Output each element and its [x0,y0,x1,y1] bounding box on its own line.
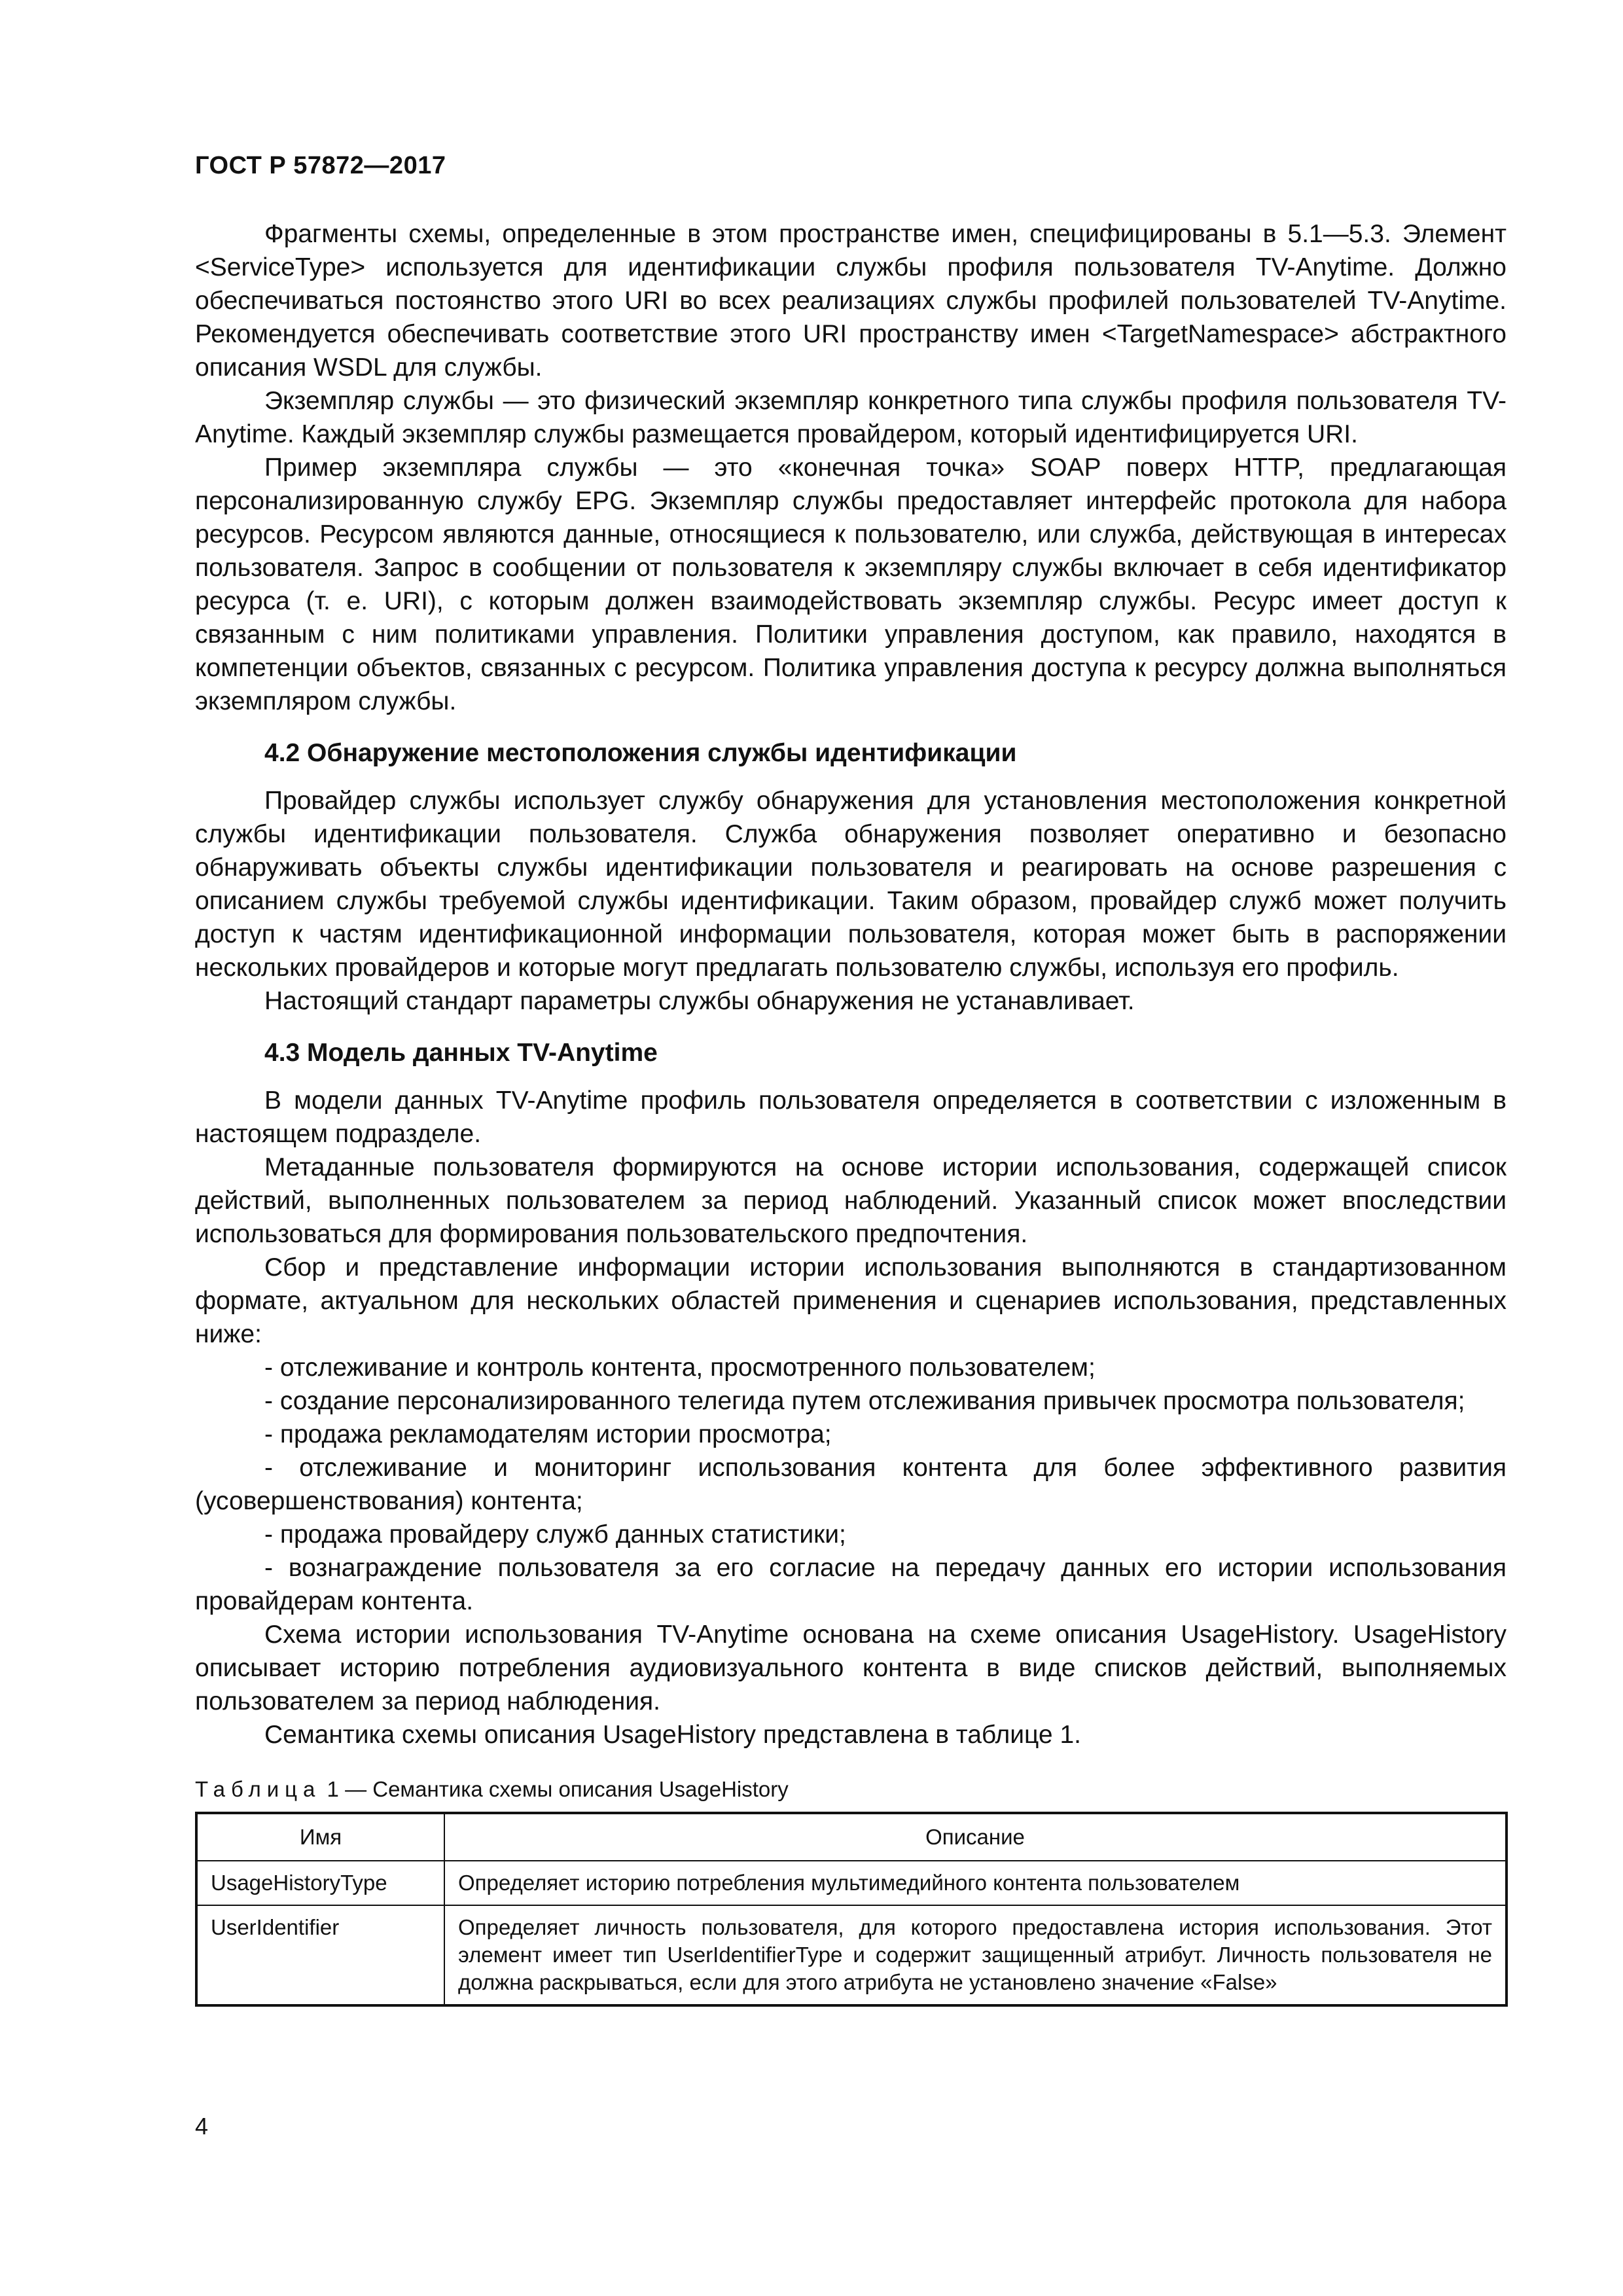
table-cell-name: UserIdentifier [196,1905,444,2005]
column-header-description: Описание [444,1813,1507,1861]
table-caption-label: Таблица [195,1777,321,1801]
section-4-3-paragraph-2: Метаданные пользователя формируются на основе истории использования, содержащей список действий, выполненных пользователем за период наблюдений. Указанный список может впоследствии использоваться для формирования пользовательского предпочтения. [195,1153,1507,1248]
section-4-3-paragraph-3: Сбор и представление информации истории использования выполняются в стандартизованном формате, актуальном для нескольких областей применения и сценариев использования, представленных ниже: [195,1253,1507,1348]
table-1-caption [195,1775,1507,1804]
section-4-3-paragraph-4: Схема истории использования TV-Anytime основана на схеме описания UsageHistory. UsageHistory описывает историю потребления аудиовизуального контента в виде списков действий, выполняемых пользователем за период наблюдения. [195,1621,1507,1715]
intro-paragraph-1: Фрагменты схемы, определенные в этом пространстве имен, специфицированы в 5.1—5.3. Элемент <ServiceType> используется для идентификации службы профиля пользователя TV-Anytime. Должно обеспечиваться постоянство этого URI во всех реализациях службы профилей пользователей TV-Anytime. Рекомендуется обеспечивать соответствие этого URI пространству имен <TargetNamespace> абстрактного описания WSDL для службы. [195,220,1507,382]
list-item: - отслеживание и мониторинг использования контента для более эффективного развития (усовершенствования) контента; [195,1454,1507,1515]
section-4-2-paragraph-2: Настоящий стандарт параметры службы обнаружения не устанавливает. [264,987,1135,1015]
page-number: 4 [195,2113,209,2140]
section-4-3-paragraph-5: Семантика схемы описания UsageHistory представлена в таблице 1. [264,1721,1081,1749]
list-item: - продажа рекламодателям истории просмотра; [264,1420,832,1448]
table-row [196,1861,1507,1905]
document-header: ГОСТ Р 57872—2017 [195,152,446,179]
usage-scenarios-list [195,1351,1507,1618]
usage-history-semantics-table [195,1812,1508,2007]
document-body [195,217,1507,2007]
table-cell-description: Определяет историю потребления мультимедийного контента пользователем [444,1861,1507,1905]
list-item: - продажа провайдеру служб данных статистики; [264,1520,846,1549]
intro-paragraph-3: Пример экземпляра службы — это «конечная точка» SOAP поверх HTTP, предлагающая персонализированную службу EPG. Экземпляр службы предоставляет интерфейс протокола для набора ресурсов. Ресурсом являются данные, относящиеся к пользователю, или служба, действующая в интересах пользователя. Запрос в сообщении от пользователя к экземпляру службы включает в себя идентификатор ресурса (т. е. URI), с которым должен взаимодействовать экземпляр службы. Ресурс имеет доступ к связанным с ним политиками управления. Политики управления доступом, как правило, находятся в компетенции объектов, связанных с ресурсом. Политика управления доступа к ресурсу должна выполняться экземпляром службы. [195,454,1507,715]
intro-paragraph-2: Экземпляр службы — это физический экземпляр конкретного типа службы профиля пользователя TV-Anytime. Каждый экземпляр службы размещается провайдером, который идентифицируется URI. [195,387,1507,448]
column-header-name: Имя [196,1813,444,1861]
list-item: - создание персонализированного телегида путем отслеживания привычек просмотра пользователя; [264,1387,1465,1415]
table-header-row [196,1813,1507,1861]
list-item: - отслеживание и контроль контента, просмотренного пользователем; [264,1354,1096,1382]
section-4-2-heading: 4.2 Обнаружение местоположения службы идентификации [264,739,1017,767]
list-item: - вознаграждение пользователя за его согласие на передачу данных его истории использования провайдерам контента. [195,1554,1507,1615]
section-4-3-heading: 4.3 Модель данных TV-Anytime [264,1039,658,1067]
table-cell-description: Определяет личность пользователя, для которого предоставлена история использования. Этот элемент имеет тип UserIdentifierType и содержит защищенный атрибут. Личность пользователя не должна раскрываться, если для этого атрибута не установлено значение «False» [444,1905,1507,2005]
section-4-2-paragraph-1: Провайдер службы использует службу обнаружения для установления местоположения конкретной службы идентификации пользователя. Служба обнаружения позволяет оперативно и безопасно обнаруживать объекты службы идентификации пользователя и реагировать на основе разрешения с описанием службы требуемой службы идентификации. Таким образом, провайдер служб может получить доступ к частям идентификационной информации пользователя, которая может быть в распоряжении нескольких провайдеров и которые могут предлагать пользователю службы, используя его профиль. [195,787,1507,982]
table-row [196,1905,1507,2005]
table-cell-name: UsageHistoryType [196,1861,444,1905]
section-4-3-paragraph-1: В модели данных TV-Anytime профиль пользователя определяется в соответствии с изложенным в настоящем подразделе. [195,1086,1507,1148]
table-caption-title: 1 — Семантика схемы описания UsageHistory [321,1777,789,1801]
